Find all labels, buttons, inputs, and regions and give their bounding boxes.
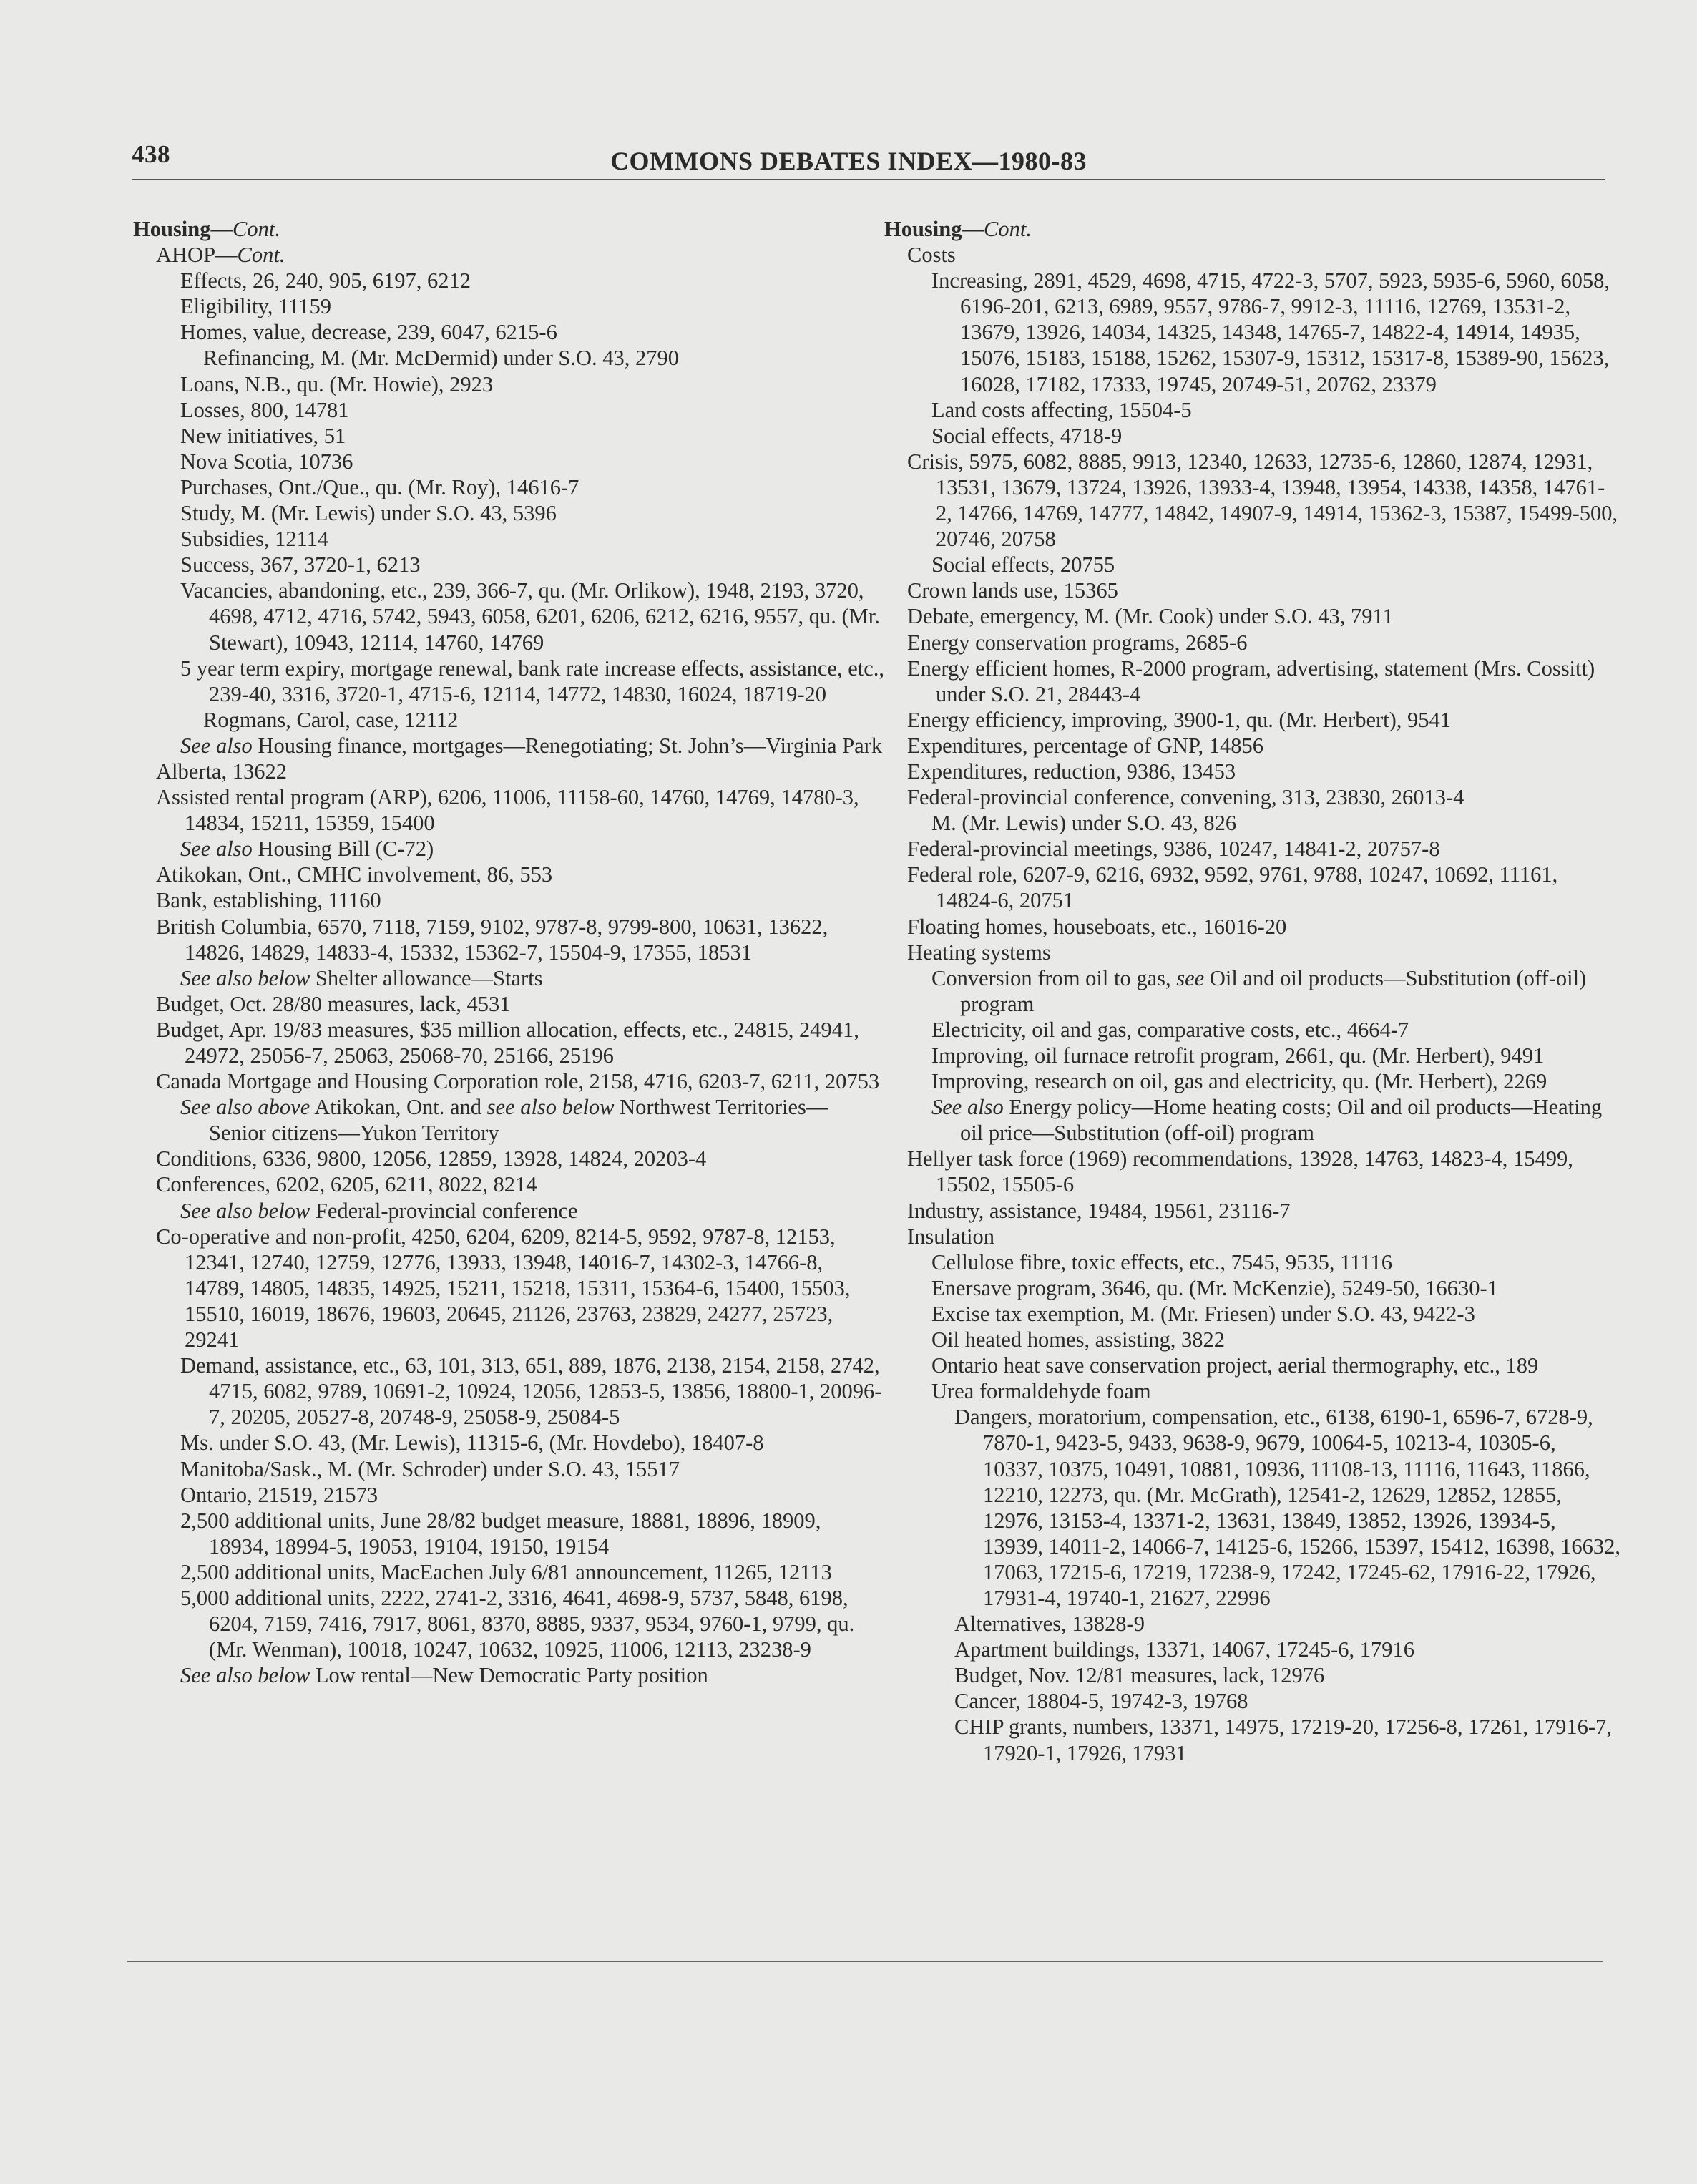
entry-text: Energy efficient homes, R-2000 program, advertising, statement (Mrs. Cossitt) under S.O. 21, 28443-4 xyxy=(907,655,1595,706)
entry-text: Energy conservation programs, 2685-6 xyxy=(907,630,1248,655)
index-entry xyxy=(907,655,1621,707)
entry-text: Conversion from oil to gas, xyxy=(931,965,1177,990)
entry-text: AHOP— xyxy=(156,243,238,268)
index-entry xyxy=(180,577,884,655)
entry-text: Social effects, 20755 xyxy=(931,552,1115,577)
entry-text: Budget, Oct. 28/80 measures, lack, 4531 xyxy=(156,991,511,1016)
header-rule xyxy=(132,179,1605,180)
index-entry xyxy=(156,1171,884,1197)
index-entry xyxy=(180,1559,884,1585)
entry-text: 5 year term expiry, mortgage renewal, bank rate increase effects, assistance, etc., 239-40, 3316, 3720-1, 4715-6, 12114, 14772, 14830, 16024, 18719-20 xyxy=(180,655,884,706)
entry-text: Ms. under S.O. 43, (Mr. Lewis), 11315-6, (Mr. Hovdebo), 18407-8 xyxy=(180,1430,764,1456)
entry-text: Apartment buildings, 13371, 14067, 17245-6, 17916 xyxy=(954,1637,1415,1662)
entry-text: Expenditures, percentage of GNP, 14856 xyxy=(907,733,1264,758)
index-entry xyxy=(180,371,884,397)
footer-rule xyxy=(127,1961,1603,1962)
index-column-left xyxy=(133,216,884,1688)
entry-text: — xyxy=(210,217,233,241)
cross-reference-label: See also xyxy=(931,1095,1004,1120)
entry-text: Conditions, 6336, 9800, 12056, 12859, 13928, 14824, 20203-4 xyxy=(156,1146,707,1171)
index-column-right xyxy=(884,216,1621,1766)
index-entry xyxy=(931,397,1621,423)
cross-reference-label: See also above xyxy=(180,1095,310,1120)
index-entry xyxy=(156,1068,884,1094)
index-entry xyxy=(180,397,884,423)
index-entry xyxy=(180,1585,884,1662)
entry-text: Subsidies, 12114 xyxy=(180,527,329,552)
entry-text: Study, M. (Mr. Lewis) under S.O. 43, 5396 xyxy=(180,501,557,526)
index-entry xyxy=(931,810,1621,836)
index-entry xyxy=(907,940,1621,965)
index-entry xyxy=(156,1017,884,1068)
index-entry xyxy=(180,1352,884,1430)
entry-text: Heating systems xyxy=(907,940,1051,965)
index-entry xyxy=(180,449,884,474)
index-entry xyxy=(180,1198,884,1224)
entry-text: Land costs affecting, 15504-5 xyxy=(931,397,1192,422)
entry-text: Rogmans, Carol, case, 12112 xyxy=(203,707,459,732)
entry-text: Low rental—New Democratic Party position xyxy=(310,1663,708,1688)
entry-text: 2,500 additional units, MacEachen July 6/81 announcement, 11265, 12113 xyxy=(180,1559,832,1584)
index-entry xyxy=(180,1662,884,1688)
index-entry xyxy=(180,552,884,577)
index-entry xyxy=(203,345,884,371)
index-entry xyxy=(203,707,884,733)
entry-text: Federal-provincial conference xyxy=(310,1198,578,1223)
entry-text: Social effects, 4718-9 xyxy=(931,423,1123,448)
index-entry xyxy=(156,914,884,965)
cross-reference-label: See also below xyxy=(180,965,310,990)
index-entry xyxy=(907,630,1621,655)
index-entry xyxy=(156,991,884,1017)
index-entry xyxy=(931,1301,1621,1327)
entry-text: M. (Mr. Lewis) under S.O. 43, 826 xyxy=(931,811,1237,836)
index-entry xyxy=(907,1146,1621,1197)
entry-text: Success, 367, 3720-1, 6213 xyxy=(180,552,421,577)
entry-text: Effects, 26, 240, 905, 6197, 6212 xyxy=(180,268,471,293)
page-number: 438 xyxy=(132,140,170,168)
heading-term: Housing xyxy=(884,217,962,241)
index-entry xyxy=(931,1378,1621,1404)
index-entry xyxy=(907,1224,1621,1249)
entry-text: Losses, 800, 14781 xyxy=(180,397,349,422)
index-entry xyxy=(180,1456,884,1482)
index-entry xyxy=(954,1688,1621,1714)
index-entry xyxy=(180,293,884,319)
continued-label: Cont. xyxy=(233,217,280,241)
index-entry xyxy=(931,268,1621,396)
entry-text: Manitoba/Sask., M. (Mr. Schroder) under S.O. 43, 15517 xyxy=(180,1456,680,1481)
index-entry xyxy=(907,862,1621,913)
index-entry xyxy=(907,836,1621,862)
entry-text: Cancer, 18804-5, 19742-3, 19768 xyxy=(954,1689,1248,1714)
entry-text: Assisted rental program (ARP), 6206, 11006, 11158-60, 14760, 14769, 14780-3, 14834, 15211, 15359, 15400 xyxy=(156,785,859,836)
index-entry xyxy=(931,1094,1621,1146)
entry-text: Enersave program, 3646, qu. (Mr. McKenzie), 5249-50, 16630-1 xyxy=(931,1275,1498,1300)
entry-text: Atikokan, Ont. and xyxy=(310,1095,487,1120)
entry-text: Ontario, 21519, 21573 xyxy=(180,1482,378,1507)
index-entry xyxy=(954,1611,1621,1637)
index-entry xyxy=(156,242,884,268)
entry-text: Energy policy—Home heating costs; Oil and oil products—Heating oil price—Substitution (off-oil) program xyxy=(960,1095,1603,1146)
entry-text: Canada Mortgage and Housing Corporation role, 2158, 4716, 6203-7, 6211, 20753 xyxy=(156,1069,880,1094)
index-entry xyxy=(156,784,884,836)
index-entry xyxy=(907,733,1621,759)
index-entry xyxy=(180,836,884,862)
entry-text: Urea formaldehyde foam xyxy=(931,1379,1151,1404)
entry-text: Refinancing, M. (Mr. McDermid) under S.O. 43, 2790 xyxy=(203,346,679,371)
index-entry xyxy=(931,1249,1621,1275)
entry-text: Industry, assistance, 19484, 19561, 23116-7 xyxy=(907,1198,1291,1223)
index-entry xyxy=(180,268,884,293)
index-entry xyxy=(180,1094,884,1146)
index-entry xyxy=(907,759,1621,784)
continued-label: Cont. xyxy=(237,243,285,268)
index-entry xyxy=(907,1198,1621,1224)
entry-text: Oil heated homes, assisting, 3822 xyxy=(931,1327,1226,1352)
index-entry xyxy=(180,965,884,991)
entry-text: Federal-provincial meetings, 9386, 10247, 14841-2, 20757-8 xyxy=(907,837,1440,862)
cross-reference-label: See also below xyxy=(180,1663,310,1688)
index-entry xyxy=(180,474,884,500)
index-entry xyxy=(180,319,884,345)
index-entry xyxy=(954,1637,1621,1662)
entry-text: Shelter allowance—Starts xyxy=(310,965,543,990)
entry-text: 2,500 additional units, June 28/82 budget measure, 18881, 18896, 18909, 18934, 18994-5, 19053, 19104, 19150, 19154 xyxy=(180,1508,821,1559)
entry-text: Debate, emergency, M. (Mr. Cook) under S.O. 43, 7911 xyxy=(907,604,1394,629)
index-entry xyxy=(954,1404,1621,1611)
entry-text: Co-operative and non-profit, 4250, 6204, 6209, 8214-5, 9592, 9787-8, 12153, 12341, 12740, 12759, 12776, 13933, 13948, 14016-7, 14302-3, 14766-8, 14789, 14805, 14835, 14925, 15211, 15218, 15311, 15364-6, 15400, 15503, 15510, 16019, 18676, 19603, 20645, 21126, 23763, 23829, 24277, 25723, 29241 xyxy=(156,1224,851,1352)
entry-text: Housing finance, mortgages—Renegotiating; St. John’s—Virginia Park xyxy=(252,733,883,758)
entry-text: British Columbia, 6570, 7118, 7159, 9102, 9787-8, 9799-800, 10631, 13622, 14826, 14829, 14833-4, 15332, 15362-7, 15504-9, 17355, 18531 xyxy=(156,914,828,965)
entry-text: — xyxy=(962,217,984,241)
entry-text: Homes, value, decrease, 239, 6047, 6215-6 xyxy=(180,320,557,345)
entry-text: New initiatives, 51 xyxy=(180,423,346,448)
entry-text: Bank, establishing, 11160 xyxy=(156,888,381,913)
index-entry xyxy=(907,914,1621,940)
index-entry xyxy=(156,862,884,887)
index-entry xyxy=(180,423,884,449)
index-entry xyxy=(907,242,1621,268)
index-heading xyxy=(133,216,884,242)
index-heading xyxy=(884,216,1621,242)
cross-reference-label: see also below xyxy=(486,1095,615,1120)
entry-text: 5,000 additional units, 2222, 2741-2, 3316, 4641, 4698-9, 5737, 5848, 6198, 6204, 7159, 7416, 7917, 8061, 8370, 8885, 9337, 9534, 9760-1, 9799, qu. (Mr. Wenman), 10018, 10247, 10632, 10925, 11006, 12113, 23238-9 xyxy=(180,1585,855,1662)
index-entry xyxy=(907,449,1621,552)
entry-text: Demand, assistance, etc., 63, 101, 313, 651, 889, 1876, 2138, 2154, 2158, 2742, 4715, 6082, 9789, 10691-2, 10924, 12056, 12853-5, 13856, 18800-1, 20096-7, 20205, 20527-8, 20748-9, 25058-9, 25084-5 xyxy=(180,1353,882,1430)
cross-reference-label: See also xyxy=(180,733,253,758)
index-entry xyxy=(907,603,1621,629)
entry-text: Budget, Apr. 19/83 measures, $35 million allocation, effects, etc., 24815, 24941, 24972, 25056-7, 25063, 25068-70, 25166, 25196 xyxy=(156,1017,859,1068)
entry-text: Purchases, Ont./Que., qu. (Mr. Roy), 14616-7 xyxy=(180,474,579,499)
index-entry xyxy=(180,1482,884,1508)
cross-reference-label: See also below xyxy=(180,1198,310,1223)
index-entry xyxy=(931,1068,1621,1094)
index-entry xyxy=(954,1662,1621,1688)
entry-text: Improving, oil furnace retrofit program, 2661, qu. (Mr. Herbert), 9491 xyxy=(931,1043,1545,1068)
entry-text: Floating homes, houseboats, etc., 16016-20 xyxy=(907,914,1287,939)
entry-text: Alberta, 13622 xyxy=(156,759,287,784)
entry-text: Excise tax exemption, M. (Mr. Friesen) under S.O. 43, 9422-3 xyxy=(931,1301,1475,1326)
entry-text: Ontario heat save conservation project, aerial thermography, etc., 189 xyxy=(931,1353,1539,1378)
entry-text: Conferences, 6202, 6205, 6211, 8022, 8214 xyxy=(156,1172,537,1197)
entry-text: Costs xyxy=(907,243,956,268)
index-entry xyxy=(931,552,1621,577)
entry-text: Housing Bill (C-72) xyxy=(252,837,434,862)
cross-reference-label: See also xyxy=(180,837,253,862)
entry-text: Loans, N.B., qu. (Mr. Howie), 2923 xyxy=(180,371,494,396)
index-entry xyxy=(954,1714,1621,1765)
entry-text: Oil and oil products—Substitution (off-oil) program xyxy=(960,965,1587,1016)
index-entry xyxy=(180,655,884,707)
index-entry xyxy=(180,526,884,552)
entry-text: Energy efficiency, improving, 3900-1, qu. (Mr. Herbert), 9541 xyxy=(907,707,1452,732)
entry-text: Atikokan, Ont., CMHC involvement, 86, 553 xyxy=(156,862,553,887)
entry-text: Northwest Territories—Senior citizens—Yukon Territory xyxy=(209,1095,828,1146)
continued-label: Cont. xyxy=(984,217,1032,241)
entry-text: Crown lands use, 15365 xyxy=(907,578,1118,603)
index-entry xyxy=(180,500,884,526)
entry-text: Insulation xyxy=(907,1224,994,1249)
entry-text: Increasing, 2891, 4529, 4698, 4715, 4722-3, 5707, 5923, 5935-6, 5960, 6058, 6196-201, 6213, 6989, 9557, 9786-7, 9912-3, 11116, 12769, 13531-2, 13679, 13926, 14034, 14325, 14348, 14765-7, 14822-4, 14914, 14935, 15076, 15183, 15188, 15262, 15307-9, 15312, 15317-8, 15389-90, 15623, 16028, 17182, 17333, 19745, 20749-51, 20762, 23379 xyxy=(931,268,1610,396)
entry-text: Federal-provincial conference, convening, 313, 23830, 26013-4 xyxy=(907,785,1464,810)
running-title: COMMONS DEBATES INDEX—1980-83 xyxy=(610,147,1087,175)
cross-reference-label: see xyxy=(1176,965,1205,990)
heading-term: Housing xyxy=(133,217,211,241)
index-entry xyxy=(180,733,884,759)
index-entry xyxy=(931,1352,1621,1378)
entry-text: Eligibility, 11159 xyxy=(180,294,331,319)
entry-text: Nova Scotia, 10736 xyxy=(180,449,353,474)
entry-text: Vacancies, abandoning, etc., 239, 366-7, qu. (Mr. Orlikow), 1948, 2193, 3720, 4698, 4712, 4716, 5742, 5943, 6058, 6201, 6206, 6212, 6216, 9557, qu. (Mr. Stewart), 10943, 12114, 14760, 14769 xyxy=(180,578,880,655)
index-entry xyxy=(907,707,1621,733)
index-entry xyxy=(180,1508,884,1559)
entry-text: Federal role, 6207-9, 6216, 6932, 9592, 9761, 9788, 10247, 10692, 11161, 14824-6, 20751 xyxy=(907,862,1558,913)
entry-text: Improving, research on oil, gas and electricity, qu. (Mr. Herbert), 2269 xyxy=(931,1069,1547,1094)
entry-text: Electricity, oil and gas, comparative costs, etc., 4664-7 xyxy=(931,1017,1409,1042)
index-entry xyxy=(931,1043,1621,1068)
index-entry xyxy=(907,577,1621,603)
entry-text: Crisis, 5975, 6082, 8885, 9913, 12340, 12633, 12735-6, 12860, 12874, 12931, 13531, 13679, 13724, 13926, 13933-4, 13948, 13954, 14338, 14358, 14761-2, 14766, 14769, 14777, 14842, 14907-9, 14914, 15362-3, 15387, 15499-500, 20746, 20758 xyxy=(907,449,1618,552)
entry-text: Dangers, moratorium, compensation, etc., 6138, 6190-1, 6596-7, 6728-9, 7870-1, 9423-5, 9433, 9638-9, 9679, 10064-5, 10213-4, 10305-6, 10337, 10375, 10491, 10881, 10936, 11108-13, 11116, 11643, 11866, 12210, 12273, qu. (Mr. McGrath), 12541-2, 12629, 12852, 12855, 12976, 13153-4, 13371-2, 13631, 13849, 13852, 13926, 13934-5, 13939, 14011-2, 14066-7, 14125-6, 15266, 15397, 15412, 16398, 16632, 17063, 17215-6, 17219, 17238-9, 17242, 17245-62, 17916-22, 17926, 17931-4, 19740-1, 21627, 22996 xyxy=(954,1405,1620,1610)
entry-text: Budget, Nov. 12/81 measures, lack, 12976 xyxy=(954,1663,1325,1688)
entry-text: Hellyer task force (1969) recommendations, 13928, 14763, 14823-4, 15499, 15502, 15505-6 xyxy=(907,1146,1573,1197)
entry-text: Cellulose fibre, toxic effects, etc., 7545, 9535, 11116 xyxy=(931,1249,1393,1274)
index-entry xyxy=(156,887,884,913)
entry-text: Expenditures, reduction, 9386, 13453 xyxy=(907,759,1236,784)
index-entry xyxy=(931,965,1621,1017)
index-entry xyxy=(931,1327,1621,1352)
index-entry xyxy=(156,759,884,784)
index-entry xyxy=(931,423,1621,449)
index-entry xyxy=(931,1017,1621,1043)
entry-text: CHIP grants, numbers, 13371, 14975, 17219-20, 17256-8, 17261, 17916-7, 17920-1, 17926, 17931 xyxy=(954,1715,1612,1765)
index-entry xyxy=(180,1430,884,1456)
index-entry xyxy=(931,1275,1621,1301)
index-entry xyxy=(156,1224,884,1352)
index-entry xyxy=(156,1146,884,1171)
index-entry xyxy=(907,784,1621,810)
entry-text: Alternatives, 13828-9 xyxy=(954,1612,1145,1637)
